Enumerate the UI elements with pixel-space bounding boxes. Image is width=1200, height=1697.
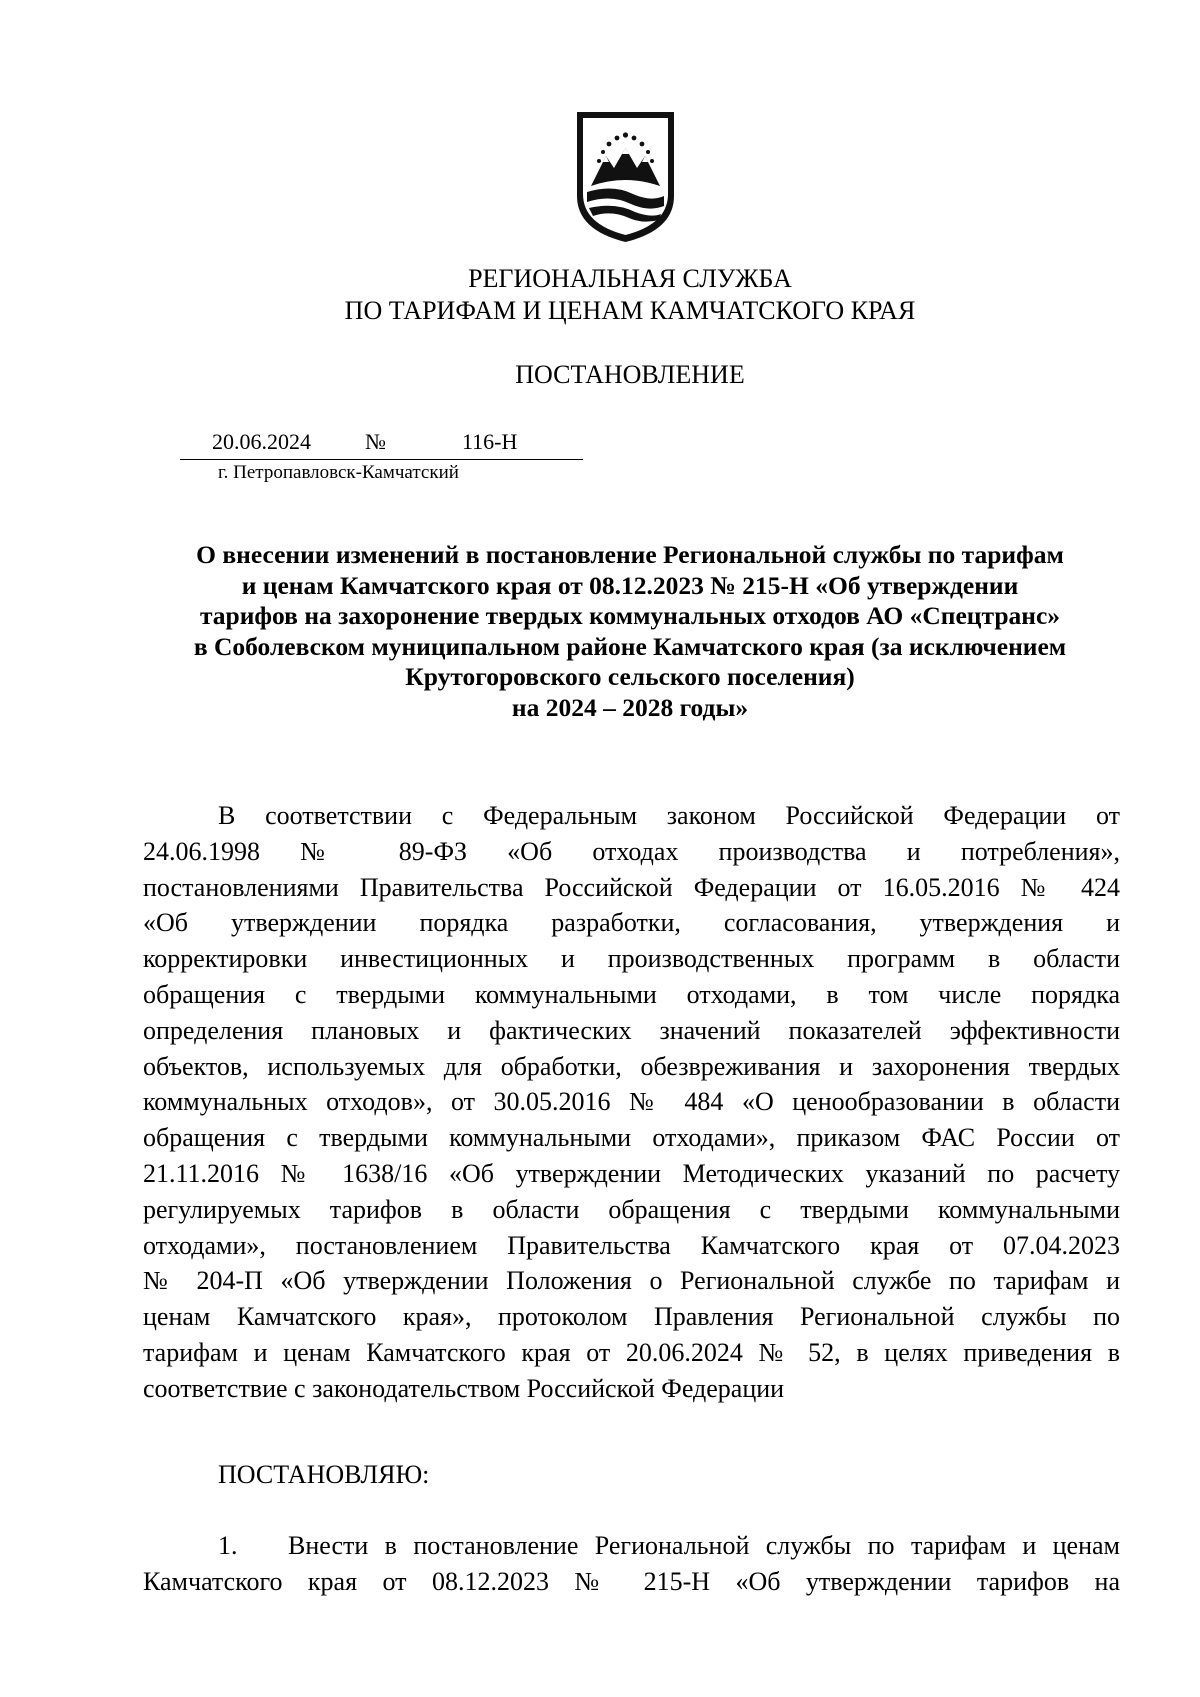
preamble-paragraph — [143, 798, 1120, 1407]
date-number-line — [180, 427, 583, 460]
item-line: Внести в постановление Региональной службы по тарифам и ценам — [288, 1531, 1120, 1560]
paragraph-line: обращения с твердыми коммунальными отходами, в том числе порядка — [143, 979, 1120, 1009]
item-1 — [143, 1528, 1120, 1600]
item-number: 1. — [218, 1531, 238, 1560]
title-line: тарифов на захоронение твердых коммунальных отходов АО «Спецтранс» — [199, 601, 1061, 630]
paragraph-line: № 204-П «Об утверждении Положения о Региональной службе по тарифам и — [143, 1266, 1120, 1296]
paragraph-line: соответствие с законодательством Российской Федерации — [143, 1373, 785, 1403]
paragraph-line: В соответствии с Федеральным законом Российской Федерации от — [218, 801, 1120, 830]
paragraph-line: коммунальных отходов», от 30.05.2016 № 484 «О ценообразовании в области — [143, 1087, 1120, 1117]
org-name-line-2: ПО ТАРИФАМ И ЦЕНАМ КАМЧАТСКОГО КРАЯ — [344, 296, 916, 325]
document-type: ПОСТАНОВЛЕНИЕ — [515, 360, 745, 389]
paragraph-line: определения плановых и фактических значений показателей эффективности — [143, 1015, 1120, 1045]
paragraph-line: тарифам и ценам Камчатского края от 20.06.2024 № 52, в целях приведения в — [143, 1337, 1120, 1367]
paragraph-line: «Об утверждении порядка разработки, согласования, утверждения и — [143, 908, 1120, 938]
title-line: О внесении изменений в постановление Региональной службы по тарифам — [196, 540, 1064, 569]
paragraph-line: объектов, используемых для обработки, обезвреживания и захоронения твердых — [143, 1051, 1120, 1081]
title-line: Крутогоровского сельского поселения) — [405, 662, 855, 691]
org-name-line-1: РЕГИОНАЛЬНАЯ СЛУЖБА — [468, 264, 792, 293]
document-date: 20.06.2024 — [212, 429, 311, 454]
paragraph-line: регулируемых тарифов в области обращения с твердыми коммунальными — [143, 1194, 1120, 1224]
paragraph-line: корректировки инвестиционных и производственных программ в области — [143, 944, 1120, 974]
paragraph-line: 21.11.2016 № 1638/16 «Об утверждении Методических указаний по расчету — [143, 1158, 1120, 1188]
paragraph-line: отходами», постановлением Правительства Камчатского края от 07.04.2023 — [143, 1230, 1120, 1260]
resolve-heading: ПОСТАНОВЛЯЮ: — [218, 1460, 430, 1489]
title-line: на 2024 – 2028 годы» — [511, 692, 749, 722]
title-line: и ценам Камчатского края от 08.12.2023 № 215-Н «Об утверждении — [241, 570, 1019, 600]
city-name: г. Петропавловск-Камчатский — [218, 462, 459, 483]
paragraph-line: 24.06.1998 № 89-ФЗ «Об отходах производства и потребления», — [143, 836, 1120, 866]
paragraph-line: постановлениями Правительства Российской Федерации от 16.05.2016 № 424 — [143, 872, 1120, 902]
paragraph-line: обращения с твердыми коммунальными отходами», приказом ФАС России от — [143, 1123, 1120, 1153]
title-line: в Соболевском муниципальном районе Камчатского края (за исключением — [193, 631, 1067, 661]
paragraph-line: ценам Камчатского края», протоколом Правления Региональной службы по — [143, 1302, 1120, 1332]
item-line: Камчатского края от 08.12.2023 № 215-Н «Об утверждении тарифов на — [143, 1566, 1120, 1596]
kamchatka-coat-of-arms-icon — [573, 108, 678, 245]
number-sign: № — [365, 429, 386, 454]
document-title — [120, 540, 1140, 723]
document-number: 116-Н — [462, 429, 518, 454]
